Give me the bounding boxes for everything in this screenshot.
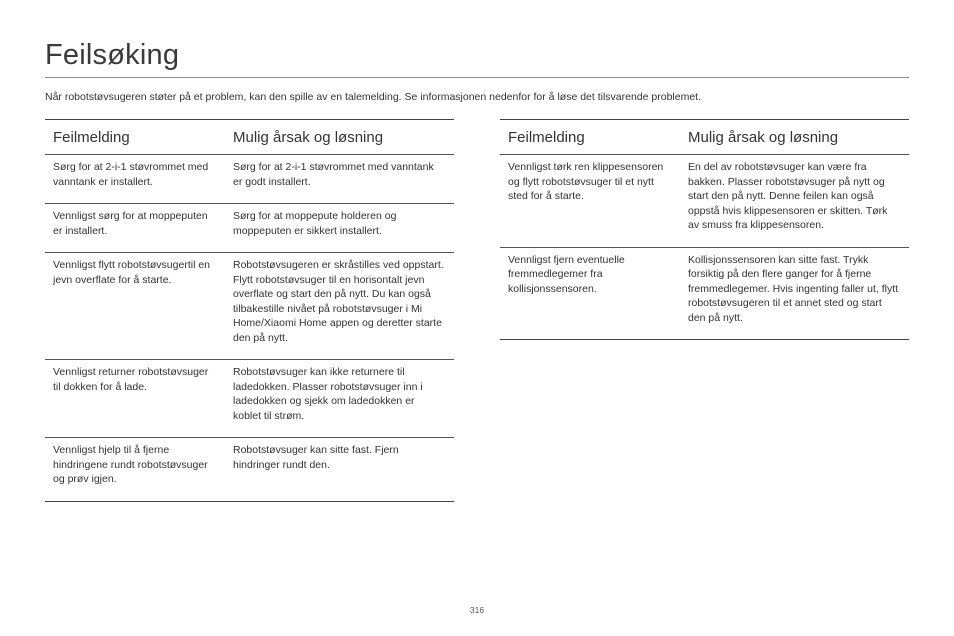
table-row — [500, 247, 909, 340]
error-message-cell: Vennligst fjern eventuelle fremmedlegemer fra kollisjonssensoren. — [500, 247, 680, 340]
header-cause-solution: Mulig årsak og løsning — [225, 120, 454, 155]
header-error-message: Feilmelding — [500, 120, 680, 155]
table-row — [45, 253, 454, 360]
troubleshooting-table-left — [45, 119, 454, 502]
cause-solution-cell: Robotstøvsuger kan ikke returnere til ladedokken. Plasser robotstøvsuger inn i ladedokken og sjekk om ladedokken er koblet til strøm. — [225, 360, 454, 438]
page-number: 316 — [469, 605, 485, 615]
table-header-row — [45, 120, 454, 155]
table-row — [45, 438, 454, 502]
cause-solution-cell: Robotstøvsugeren er skråstilles ved oppstart. Flytt robotstøvsuger til en horisontalt jevn overflate og start den på nytt. Du kan også tilbakestille nivået på robotstøvsuger i Mi Home/Xiaomi Home appen og deretter starte den på nytt. — [225, 253, 454, 360]
header-error-message: Feilmelding — [45, 120, 225, 155]
troubleshooting-table-right — [500, 119, 909, 340]
header-cause-solution: Mulig årsak og løsning — [680, 120, 909, 155]
page-title: Feilsøking — [45, 39, 180, 71]
cause-solution-cell: Kollisjonssensoren kan sitte fast. Trykk forsiktig på den flere ganger for å fjerne fremmedlegemer. Hvis ingenting faller ut, flytt robotstøvsugeren til et annet sted og start den på nytt. — [680, 247, 909, 340]
cause-solution-cell: Sørg for at 2-i-1 støvrommet med vanntank er godt installert. — [225, 155, 454, 204]
title-divider — [45, 77, 909, 78]
cause-solution-cell: En del av robotstøvsuger kan være fra bakken. Plasser robotstøvsuger på nytt og start den på nytt. Denne feilen kan også oppstå hvis klippesensoren er skitten. Tørk av smuss fra klippesensoren. — [680, 155, 909, 248]
error-message-cell: Sørg for at 2-i-1 støvrommet med vanntank er installert. — [45, 155, 225, 204]
error-message-cell: Vennligst tørk ren klippesensoren og flytt robotstøvsuger til et nytt sted for å starte. — [500, 155, 680, 248]
error-message-cell: Vennligst returner robotstøvsuger til dokken for å lade. — [45, 360, 225, 438]
table-row — [500, 155, 909, 248]
intro-text: Når robotstøvsugeren støter på et problem, kan den spille av en talemelding. Se informasjonen nedenfor for å løse det tilsvarende problemet. — [45, 91, 702, 103]
error-message-cell: Vennligst sørg for at moppeputen er installert. — [45, 204, 225, 253]
cause-solution-cell: Sørg for at moppepute holderen og moppeputen er sikkert installert. — [225, 204, 454, 253]
table-header-row — [500, 120, 909, 155]
error-message-cell: Vennligst hjelp til å fjerne hindringene rundt robotstøvsuger og prøv igjen. — [45, 438, 225, 502]
table-row — [45, 360, 454, 438]
error-message-cell: Vennligst flytt robotstøvsugertil en jevn overflate for å starte. — [45, 253, 225, 360]
table-row — [45, 155, 454, 204]
cause-solution-cell: Robotstøvsuger kan sitte fast. Fjern hindringer rundt den. — [225, 438, 454, 502]
table-row — [45, 204, 454, 253]
